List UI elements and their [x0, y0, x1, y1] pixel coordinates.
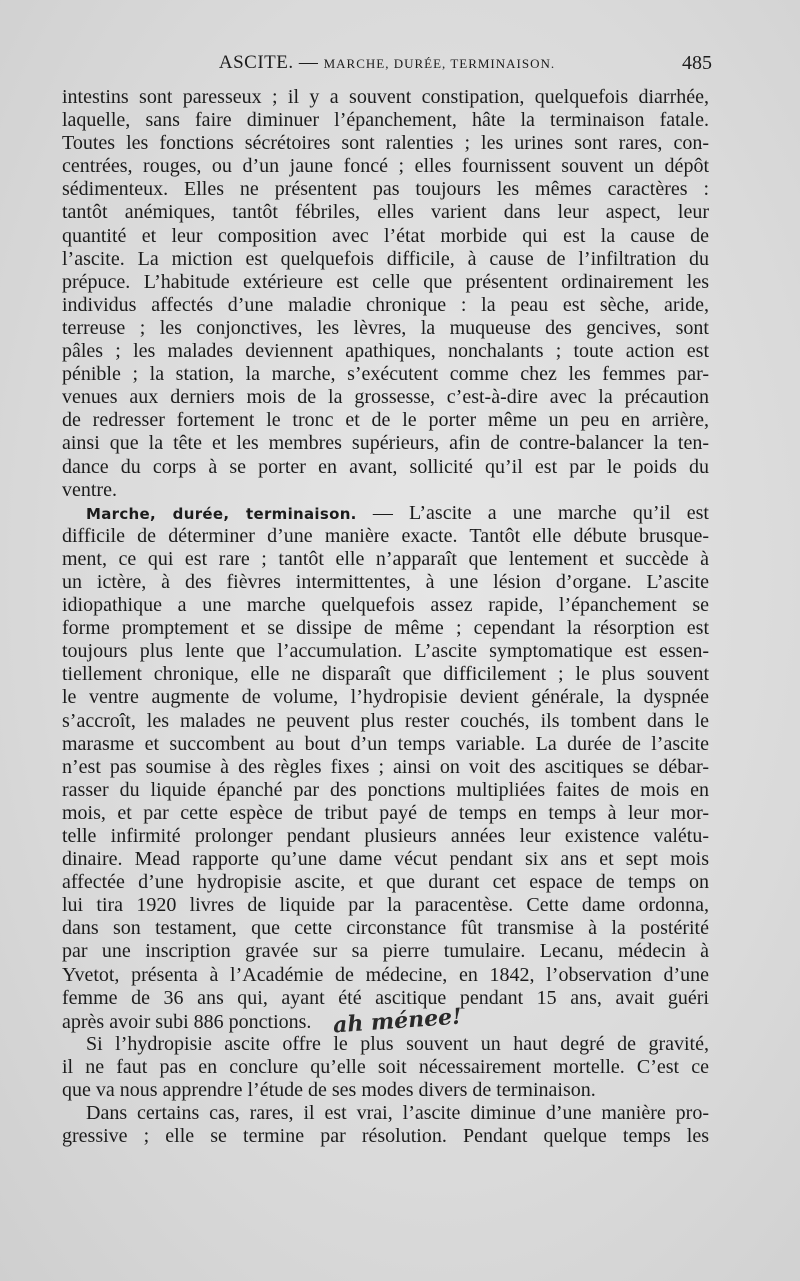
text-line: marasme et succombent au bout d’un temps variable. La durée de l’ascite [62, 732, 709, 755]
text-line: affectée d’une hydropisie ascite, et que durant cet espace de temps on [62, 871, 709, 894]
text-line: forme promptement et se dissipe de même ; cependant la résorption est [62, 617, 709, 640]
running-title-main: ASCITE. [218, 52, 294, 73]
text-run: — L’ascite a une marche qu’il est [356, 501, 709, 524]
text-line: femme de 36 ans qui, ayant été ascitique pendant 15 ans, avait guéri [62, 986, 709, 1009]
text-line: quantité et leur composition avec l’état morbide qui est la cause de [62, 224, 709, 247]
text-line: ainsi que la tête et les membres supérieurs, afin de contre-balancer la ten- [62, 432, 709, 455]
text-line: telle infirmité prolonger pendant plusieurs années leur existence valétu- [62, 825, 709, 847]
text-line: tiellement chronique, elle ne disparaît que difficilement ; le plus souvent [62, 663, 709, 686]
page-body [62, 86, 709, 1148]
text-line: ventre. [62, 478, 117, 501]
text-line: que va nous apprendre l’étude de ses modes divers de terminaison. [62, 1079, 596, 1102]
text-line: pâles ; les malades deviennent apathiques, nonchalants ; toute action est [62, 340, 709, 363]
text-line: intestins sont paresseux ; il y a souvent constipation, quelquefois diarrhée, [62, 86, 709, 108]
text-line: difficile de déterminer d’une manière exacte. Tantôt elle débute brusque- [62, 524, 709, 547]
text-line: dance du corps à se porter en avant, sollicité qu’il est par le poids du [62, 455, 709, 478]
text-line: un ictère, à des fièvres intermittentes, à une lésion d’organe. L’ascite [62, 570, 709, 593]
running-title-dash: — [298, 52, 319, 73]
text-line: ment, ce qui est rare ; tantôt elle n’apparaît que lentement et succède à [62, 547, 709, 570]
text-line [62, 502, 709, 525]
text-line: Si l’hydropisie ascite offre le plus souvent un haut degré de gravité, [86, 1032, 709, 1055]
paragraph-2 [62, 501, 709, 1039]
text-line: mois, et par cette espèce de tribut payé de temps en temps à leur mor- [62, 801, 709, 824]
text-line: gressive ; elle se termine par résolution. Pendant quelque temps les [62, 1125, 709, 1148]
text-line: rasser du liquide épanché par des ponctions multipliées faites de mois en [62, 778, 709, 801]
text-line: dinaire. Mead rapporte qu’une dame vécut pendant six ans et sept mois [62, 848, 709, 871]
text-line: il ne faut pas en conclure qu’elle soit nécessairement mortelle. C’est ce [62, 1055, 709, 1078]
text-line: individus affectés d’une maladie chronique : la peau est sèche, aride, [62, 293, 709, 316]
text-line [62, 1003, 709, 1039]
page-number: 485 [682, 52, 712, 74]
text-line: pénible ; la station, la marche, s’exécutent comme chez les femmes par- [62, 363, 709, 386]
text-line: dans son testament, que cette circonstance fût transmise à la postérité [62, 917, 709, 940]
section-subheading: Marche, durée, terminaison. [86, 504, 357, 523]
text-line: venues aux derniers mois de la grossesse, c’est-à-dire avec la précaution [62, 386, 709, 409]
text-line: Dans certains cas, rares, il est vrai, l’ascite diminue d’une manière pro- [86, 1102, 709, 1125]
text-line: sédimenteux. Elles ne présentent pas toujours les mêmes caractères : [62, 178, 709, 201]
text-line: de redresser fortement le tronc et de le porter même un peu en arrière, [62, 409, 709, 432]
paragraph-3 [62, 1033, 709, 1102]
text-line: laquelle, sans faire diminuer l’épanchement, hâte la terminaison fatale. [62, 109, 709, 132]
text-line: idiopathique a une marche quelquefois assez rapide, l’épanchement se [62, 594, 709, 617]
text-line: lui tira 1920 livres de liquide par la paracentèse. Cette dame ordonna, [62, 894, 709, 917]
text-line: l’ascite. La miction est quelquefois difficile, à cause de l’infiltration du [62, 247, 709, 270]
text-line: par une inscription gravée sur sa pierre tumulaire. Lecanu, médecin à [62, 940, 709, 963]
text-line: Yvetot, présenta à l’Académie de médecine, en 1842, l’observation d’une [62, 963, 709, 986]
text-line: toujours plus lente que l’accumulation. L’ascite symptomatique est essen- [62, 640, 709, 663]
paragraph-1 [62, 86, 709, 502]
text-line: Toutes les fonctions sécrétoires sont ralenties ; les urines sont rares, con- [62, 132, 709, 155]
handwritten-annotation: ah ménee! [332, 1003, 463, 1039]
text-line: tantôt anémiques, tantôt fébriles, elles varient dans leur aspect, leur [62, 201, 709, 224]
text-line: prépuce. L’habitude extérieure est celle que présentent ordinairement les [62, 270, 709, 293]
text-line: le ventre augmente de volume, l’hydropisie devient générale, la dyspnée [62, 686, 709, 709]
text-line: centrées, rouges, ou d’un jaune foncé ; elles fournissent souvent un dépôt [62, 155, 709, 178]
text-line: s’accroît, les malades ne peuvent plus rester couchés, ils tombent dans le [62, 709, 709, 732]
paragraph-4 [62, 1102, 709, 1148]
text-line: n’est pas soumise à des règles fixes ; ainsi on voit des ascitiques se débar- [62, 755, 709, 778]
running-title-sub: MARCHE, DURÉE, TERMINAISON. [323, 56, 556, 71]
running-header [62, 52, 712, 82]
running-title [62, 52, 712, 74]
text-line: terreuse ; les conjonctives, les lèvres, la muqueuse des gencives, sont [62, 316, 709, 339]
text-run: après avoir subi 886 ponctions. [62, 1010, 312, 1033]
